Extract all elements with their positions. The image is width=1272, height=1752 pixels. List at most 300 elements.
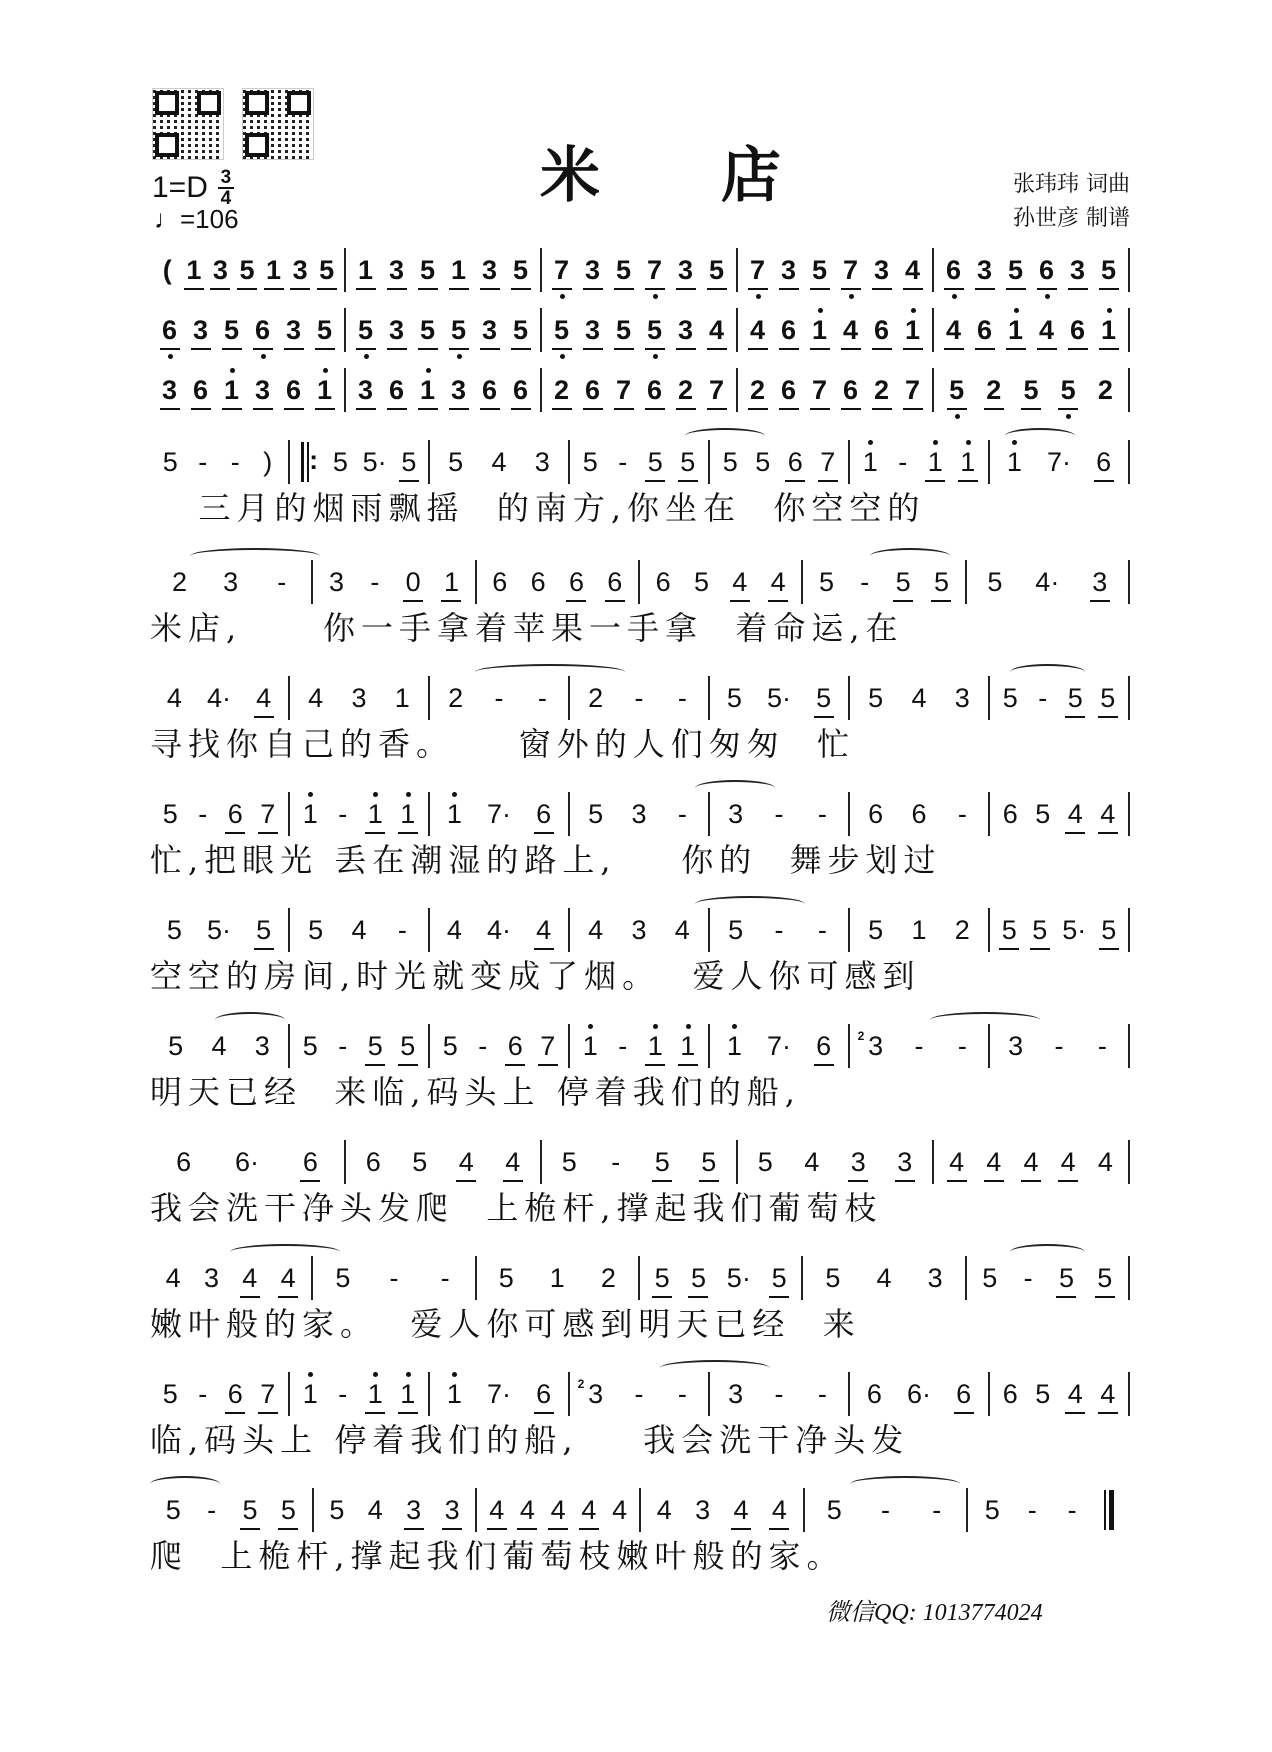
repeat-start-barline: : xyxy=(301,442,318,482)
measure xyxy=(290,792,428,836)
note: 5 xyxy=(165,1495,181,1525)
key-signature xyxy=(152,168,234,208)
note: 5 xyxy=(329,1495,345,1525)
measure xyxy=(313,1256,474,1300)
measure xyxy=(150,308,344,352)
measure xyxy=(150,440,288,484)
qr-code-2 xyxy=(242,88,314,160)
note: 5 xyxy=(400,1031,416,1061)
measure xyxy=(710,676,848,720)
tie-slur xyxy=(230,1244,340,1260)
note: 6 xyxy=(227,799,243,829)
note: 4· xyxy=(486,915,511,945)
barline xyxy=(1128,368,1130,412)
note: 5 xyxy=(302,1031,318,1061)
note: 6 xyxy=(530,567,546,597)
note: 5 xyxy=(162,1379,178,1409)
note: 1 xyxy=(186,255,202,285)
note: 7 xyxy=(820,447,836,477)
note: 4· xyxy=(206,683,231,713)
note: 5 xyxy=(755,447,771,477)
note: 5 xyxy=(419,255,436,285)
note: 5 xyxy=(826,1495,842,1525)
note: 1 xyxy=(582,1031,598,1061)
measure xyxy=(150,1372,288,1416)
note: 3 xyxy=(677,315,694,345)
note: 7· xyxy=(486,1379,511,1409)
note: 4 xyxy=(581,1495,597,1525)
time-sig-bottom: 4 xyxy=(220,188,232,209)
measure xyxy=(150,908,288,952)
measure xyxy=(990,440,1128,484)
note: 5· xyxy=(1062,915,1087,945)
measure xyxy=(967,560,1128,604)
note: 5 xyxy=(728,915,744,945)
measure xyxy=(710,1024,848,1068)
score-row xyxy=(150,1256,1130,1348)
dash-extension: - xyxy=(677,799,687,829)
measure xyxy=(150,1024,288,1068)
tie-slur xyxy=(695,780,775,796)
measure xyxy=(346,308,540,352)
note: 3 xyxy=(728,1379,744,1409)
note: 6 xyxy=(492,567,508,597)
note: 3 xyxy=(292,255,308,285)
note: 7 xyxy=(842,255,859,285)
note: 0 xyxy=(405,567,421,597)
measure xyxy=(313,560,474,604)
dash-extension: - xyxy=(1038,683,1048,713)
note: 1 xyxy=(400,1379,416,1409)
note: 6 xyxy=(388,375,405,405)
measure xyxy=(990,1024,1128,1068)
dash-extension: - xyxy=(1054,1031,1064,1061)
note: 6 xyxy=(1002,1379,1018,1409)
measure xyxy=(934,1140,1128,1184)
measure xyxy=(346,1140,540,1184)
note: 6 xyxy=(868,799,884,829)
note: 5 xyxy=(256,915,272,945)
measure xyxy=(990,792,1128,836)
measure xyxy=(967,1256,1128,1300)
tie-slur xyxy=(685,428,765,444)
note: 4 xyxy=(1038,315,1055,345)
measure xyxy=(640,1256,801,1300)
note: 6 xyxy=(285,375,302,405)
contact-footer: 微信QQ: 1013774024 xyxy=(826,1600,1043,1626)
measure xyxy=(570,1024,708,1068)
note: 5 xyxy=(895,567,911,597)
note: 4 xyxy=(770,567,786,597)
note: 6 xyxy=(956,1379,972,1409)
dash-extension: - xyxy=(677,683,687,713)
note: 4 xyxy=(804,1147,820,1177)
tie-slur xyxy=(660,1360,770,1376)
note: 5 xyxy=(1060,375,1076,405)
note: 4 xyxy=(446,915,462,945)
measure xyxy=(738,248,932,292)
tie-slur xyxy=(1005,428,1075,444)
staff-line xyxy=(150,1024,1130,1068)
note: 5 xyxy=(1032,915,1048,945)
time-sig-top: 3 xyxy=(220,167,232,188)
note: 5 xyxy=(933,567,949,597)
measure xyxy=(430,1372,568,1416)
note: 5 xyxy=(367,1031,383,1061)
note: 3 xyxy=(584,315,601,345)
note: 2 3 xyxy=(588,1379,604,1409)
score-row xyxy=(150,440,1130,532)
measure xyxy=(934,248,1128,292)
measure xyxy=(570,440,708,484)
note: 7 xyxy=(749,255,766,285)
score-row xyxy=(150,248,1130,292)
note: 5 xyxy=(450,315,467,345)
note: 3 xyxy=(631,799,647,829)
note: 4· xyxy=(1035,567,1060,597)
note: 1 xyxy=(1006,447,1022,477)
note: 5 xyxy=(561,1147,577,1177)
measure xyxy=(570,676,708,720)
note: 4 xyxy=(876,1263,892,1293)
lyrics-line: 爬 上桅杆,撑起我们葡萄枝嫩叶般的家。 xyxy=(150,1537,845,1575)
grace-note: 2 xyxy=(577,1377,585,1391)
note: 5 xyxy=(498,1263,514,1293)
final-barline xyxy=(1104,1490,1114,1530)
note: 7 xyxy=(708,375,725,405)
dash-extension: - xyxy=(774,1379,784,1409)
note: 1 xyxy=(446,1379,462,1409)
note: 4 xyxy=(1067,799,1083,829)
note: 5 xyxy=(708,255,725,285)
measure xyxy=(542,248,736,292)
note: 6 xyxy=(512,375,529,405)
note: 7 xyxy=(260,1379,276,1409)
song-title: 米 店 xyxy=(540,141,831,211)
note: 5 xyxy=(722,447,738,477)
note: 5 xyxy=(582,447,598,477)
note: 5 xyxy=(280,1495,296,1525)
tie-slur xyxy=(150,1476,220,1492)
dash-extension: - xyxy=(494,683,504,713)
note: 6 xyxy=(302,1147,318,1177)
dash-extension: - xyxy=(618,1031,628,1061)
note: 5 xyxy=(553,315,570,345)
note: 3 xyxy=(351,683,367,713)
note: 3 xyxy=(780,255,797,285)
note: 7 xyxy=(904,375,921,405)
note: 1 xyxy=(1007,315,1024,345)
credits xyxy=(1013,168,1130,236)
dash-extension: - xyxy=(478,1031,488,1061)
tempo-marking: ♩=106 xyxy=(154,204,239,234)
note: 4 xyxy=(1023,1147,1039,1177)
note: 4 xyxy=(536,915,552,945)
qr-code-1 xyxy=(152,88,224,160)
note: 4 xyxy=(1067,1379,1083,1409)
measure xyxy=(150,792,288,836)
note: 3 xyxy=(897,1147,913,1177)
note: 4 xyxy=(280,1263,296,1293)
note: 5 xyxy=(1100,683,1116,713)
note: 4 xyxy=(1060,1147,1076,1177)
note: 4 xyxy=(1097,1147,1113,1177)
note: 6 xyxy=(911,799,927,829)
measure xyxy=(570,792,708,836)
note: 5 xyxy=(166,915,182,945)
measure xyxy=(710,792,848,836)
note: 6 xyxy=(976,315,993,345)
note: 5 xyxy=(654,1263,670,1293)
score-row xyxy=(150,308,1130,352)
dash-extension: - xyxy=(1023,1263,1033,1293)
note: 4 xyxy=(949,1147,965,1177)
dash-extension: - xyxy=(1067,1495,1077,1525)
note: 7 xyxy=(811,375,828,405)
score-row xyxy=(150,368,1130,412)
note: 5 xyxy=(316,315,333,345)
note: 3 xyxy=(1092,567,1108,597)
measure xyxy=(803,560,964,604)
measure xyxy=(934,368,1128,412)
note: 3 xyxy=(481,255,498,285)
note: 5 xyxy=(1101,915,1117,945)
lyrics-line: 嫩叶般的家。 爱人你可感到明天已经 来 xyxy=(150,1305,861,1343)
grace-note: 2 xyxy=(857,1029,865,1043)
measure xyxy=(850,440,988,484)
note: 2 xyxy=(172,567,188,597)
lyrics-line: 三月的烟雨飘摇 的南方,你坐在 你空空的 xyxy=(150,489,926,527)
note: 1 xyxy=(904,315,921,345)
note: 4 xyxy=(945,315,962,345)
note: 5 xyxy=(357,315,374,345)
score-row xyxy=(150,792,1130,884)
note: 6 xyxy=(584,375,601,405)
note: 2 xyxy=(448,683,464,713)
tie-slur xyxy=(1010,1244,1085,1260)
dash-extension: - xyxy=(338,1379,348,1409)
note: 3 xyxy=(954,683,970,713)
note: 5 xyxy=(412,1147,428,1177)
note: 5 xyxy=(512,315,529,345)
barline xyxy=(1128,792,1130,836)
note: 4 xyxy=(491,447,507,477)
note: 4 xyxy=(1100,1379,1116,1409)
measure xyxy=(150,676,288,720)
tie-slur xyxy=(695,896,805,912)
barline xyxy=(1128,248,1130,292)
note: 6 xyxy=(227,1379,243,1409)
note: 3 xyxy=(873,255,890,285)
note: 7 xyxy=(540,1031,556,1061)
note: 4 xyxy=(242,1263,258,1293)
note: 6 xyxy=(481,375,498,405)
measure xyxy=(314,1488,476,1532)
note: 5 xyxy=(818,567,834,597)
note: 1 xyxy=(367,799,383,829)
tie-slur xyxy=(475,664,625,680)
note: 2 xyxy=(677,375,694,405)
note: 2 xyxy=(873,375,890,405)
staff-line xyxy=(150,440,1130,484)
note: 4 xyxy=(732,567,748,597)
note: 1 xyxy=(450,255,467,285)
note: 3 xyxy=(728,799,744,829)
measure xyxy=(570,1372,708,1416)
note: 4 xyxy=(708,315,725,345)
dash-extension: - xyxy=(230,447,240,477)
note: 5 xyxy=(680,447,696,477)
note: 1 xyxy=(862,447,878,477)
note: 6 xyxy=(1096,447,1112,477)
tie-slur xyxy=(190,548,320,564)
tie-slur xyxy=(1010,664,1085,680)
note: 5 xyxy=(162,447,178,477)
note: 5 xyxy=(693,567,709,597)
note: 5· xyxy=(766,683,791,713)
note: 3 xyxy=(357,375,374,405)
measure xyxy=(710,440,848,484)
measure xyxy=(290,908,428,952)
note: 1 xyxy=(266,255,282,285)
note: 7 xyxy=(260,799,276,829)
note: 1 xyxy=(647,1031,663,1061)
note: 6 xyxy=(646,375,663,405)
note: 6 xyxy=(161,315,178,345)
note: 6 xyxy=(780,315,797,345)
note: 5 xyxy=(726,683,742,713)
barline xyxy=(1128,560,1130,604)
note: 5 xyxy=(442,1031,458,1061)
note: 5 xyxy=(868,915,884,945)
note: 5 xyxy=(1001,915,1017,945)
note: 5 xyxy=(949,375,965,405)
note: 5 xyxy=(1097,1263,1113,1293)
dash-extension: - xyxy=(677,1379,687,1409)
barline xyxy=(1128,1256,1130,1300)
note: 1 xyxy=(1100,315,1117,345)
staff-line xyxy=(150,248,1130,292)
note: 5 xyxy=(811,255,828,285)
measure xyxy=(990,1372,1128,1416)
note: 5 xyxy=(335,1263,351,1293)
measure xyxy=(346,248,540,292)
dash-extension: - xyxy=(389,1263,399,1293)
score-row xyxy=(150,560,1130,652)
measure xyxy=(346,368,540,412)
staff-line xyxy=(150,676,1130,720)
measure xyxy=(710,1372,848,1416)
note: 1 xyxy=(446,799,462,829)
parenthesis: ( xyxy=(162,255,172,285)
measure xyxy=(477,560,638,604)
time-signature xyxy=(218,168,234,208)
note: 1 xyxy=(223,375,240,405)
note: 4 xyxy=(308,683,324,713)
note: 2 xyxy=(600,1263,616,1293)
dash-extension: - xyxy=(914,1031,924,1061)
measure xyxy=(430,908,568,952)
staff-line xyxy=(150,1372,1130,1416)
note: 5 xyxy=(868,683,884,713)
dash-extension: - xyxy=(898,447,908,477)
note: 3 xyxy=(534,447,550,477)
note: 5 xyxy=(319,255,335,285)
note: 2 3 xyxy=(868,1031,884,1061)
note: 1 xyxy=(302,1379,318,1409)
note: 7· xyxy=(1046,447,1071,477)
barline xyxy=(1128,440,1130,484)
dash-extension: - xyxy=(198,1379,208,1409)
score-row xyxy=(150,1488,1130,1580)
note: 4 xyxy=(674,915,690,945)
note: 4 xyxy=(842,315,859,345)
note: 5 xyxy=(701,1147,717,1177)
note: 4 xyxy=(256,683,272,713)
dash-extension: - xyxy=(957,799,967,829)
note: 4 xyxy=(458,1147,474,1177)
staff-line xyxy=(150,792,1130,836)
note: 4 xyxy=(550,1495,566,1525)
note: 4 xyxy=(733,1495,749,1525)
note: 1 xyxy=(419,375,436,405)
note: 3 xyxy=(1008,1031,1024,1061)
barline xyxy=(1128,908,1130,952)
note: 5 xyxy=(512,255,529,285)
note: 4 xyxy=(1100,799,1116,829)
dash-extension: - xyxy=(198,447,208,477)
note: 2 xyxy=(553,375,570,405)
dash-extension: - xyxy=(932,1495,942,1525)
note: 3 xyxy=(695,1495,711,1525)
barline xyxy=(1128,308,1130,352)
dash-extension: - xyxy=(198,799,208,829)
note: 6 xyxy=(816,1031,832,1061)
staff-line xyxy=(150,908,1130,952)
note: 6· xyxy=(234,1147,259,1177)
dash-extension: - xyxy=(860,567,870,597)
measure xyxy=(968,1488,1130,1532)
dash-extension: - xyxy=(817,1379,827,1409)
note: 6 xyxy=(842,375,859,405)
dash-extension: - xyxy=(817,799,827,829)
note: 4 xyxy=(367,1495,383,1525)
note: 2 xyxy=(986,375,1002,405)
dash-extension: - xyxy=(957,1031,967,1061)
note: 1 xyxy=(400,799,416,829)
measure xyxy=(430,440,568,484)
note: 5· xyxy=(206,915,231,945)
dash-extension: - xyxy=(634,683,644,713)
note: 3 xyxy=(254,375,271,405)
note: 4 xyxy=(588,915,604,945)
lyrics-line: 空空的房间,时光就变成了烟。 爱人你可感到 xyxy=(150,957,921,995)
tie-slur xyxy=(930,1012,1040,1028)
measure xyxy=(542,308,736,352)
note: 2 xyxy=(588,683,604,713)
note: 5· xyxy=(726,1263,751,1293)
measure xyxy=(570,908,708,952)
score-row xyxy=(150,676,1130,768)
note: 4 xyxy=(519,1495,535,1525)
dash-extension: - xyxy=(207,1495,217,1525)
measure xyxy=(430,792,568,836)
note: 5 xyxy=(168,1031,184,1061)
score-row xyxy=(150,908,1130,1000)
note: 3 xyxy=(444,1495,460,1525)
note: 5 xyxy=(162,799,178,829)
note: 6 xyxy=(1002,799,1018,829)
